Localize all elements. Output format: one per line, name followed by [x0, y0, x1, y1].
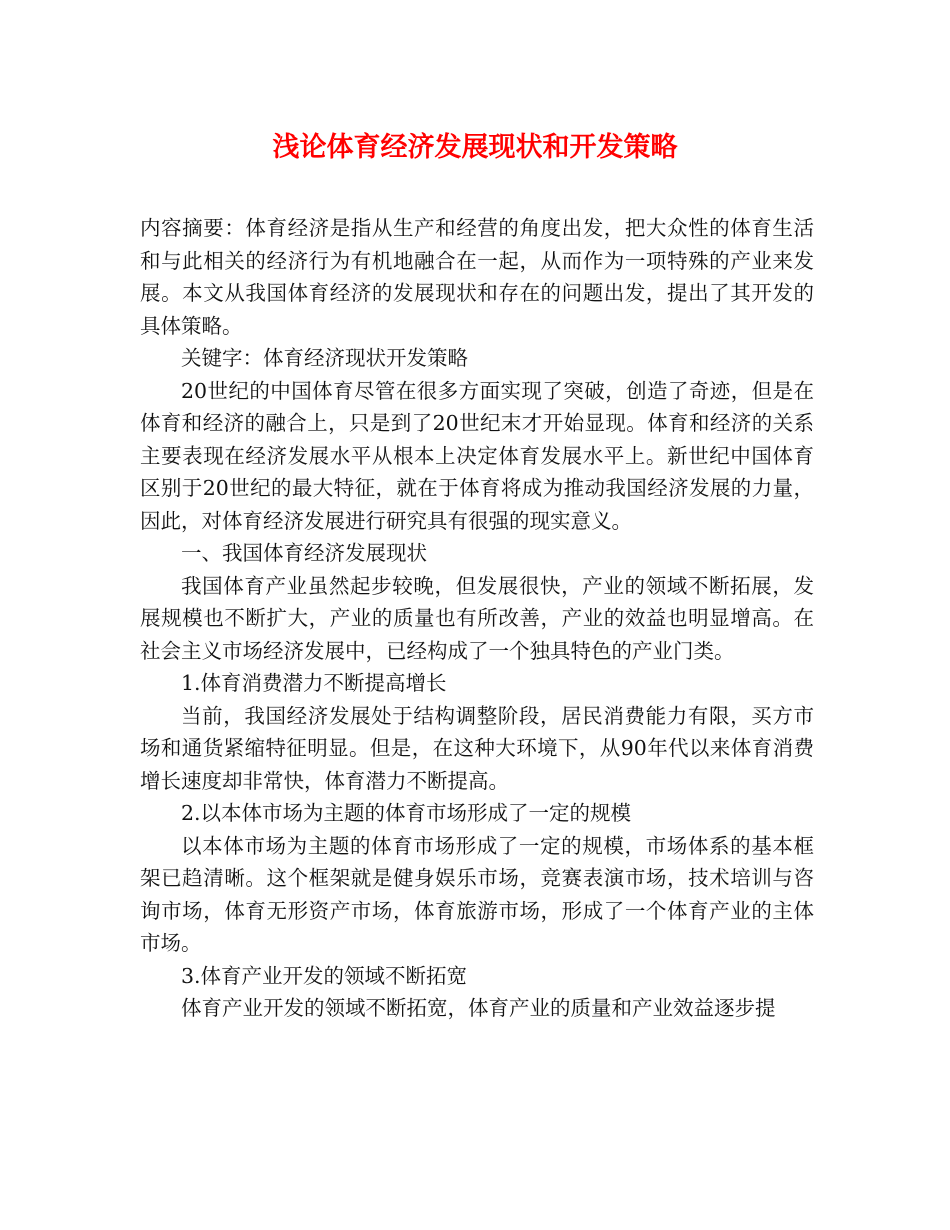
- subsection-paragraph: 体育产业开发的领域不断拓宽，体育产业的质量和产业效益逐步提: [181, 996, 776, 1020]
- subsection-heading: 2.以本体市场为主题的体育市场形成了一定的规模: [181, 801, 632, 825]
- subsection-paragraph: 以本体市场为主题的体育市场形成了一定的规模，市场体系的基本框架已趋清晰。这个框架就是健身娱乐市场，竞赛表演市场，技术培训与咨询市场，体育无形资产市场，体育旅游市场，形成了一个体育产业的主体市场。: [140, 833, 814, 955]
- section-heading: 一、我国体育经济发展现状: [181, 541, 427, 565]
- document-title: 浅论体育经济发展现状和开发策略: [272, 132, 678, 163]
- intro-paragraph: 20世纪的中国体育尽管在很多方面实现了突破，创造了奇迹，但是在体育和经济的融合上，只是到了20世纪末才开始显现。体育和经济的关系主要表现在经济发展水平从根本上决定体育发展水平上。新世纪中国体育区别于20世纪的最大特征，就在于体育将成为推动我国经济发展的力量，因此，对体育经济发展进行研究具有很强的现实意义。: [140, 378, 814, 533]
- section-paragraph: 我国体育产业虽然起步较晚，但发展很快，产业的领域不断拓展，发展规模也不断扩大，产业的质量也有所改善，产业的效益也明显增高。在社会主义市场经济发展中，已经构成了一个独具特色的产业门类。: [140, 573, 814, 663]
- keywords-paragraph: 关键字：体育经济现状开发策略: [181, 346, 468, 370]
- document-body: [140, 212, 814, 1025]
- subsection-paragraph: 当前，我国经济发展处于结构调整阶段，居民消费能力有限，买方市场和通货紧缩特征明显。但是，在这种大环境下，从90年代以来体育消费增长速度却非常快，体育潜力不断提高。: [140, 703, 814, 793]
- abstract-paragraph: 内容摘要：体育经济是指从生产和经营的角度出发，把大众性的体育生活和与此相关的经济行为有机地融合在一起，从而作为一项特殊的产业来发展。本文从我国体育经济的发展现状和存在的问题出发，提出了其开发的具体策略。: [140, 216, 814, 338]
- subsection-heading: 1.体育消费潜力不断提高增长: [181, 671, 447, 695]
- subsection-heading: 3.体育产业开发的领域不断拓宽: [181, 963, 468, 988]
